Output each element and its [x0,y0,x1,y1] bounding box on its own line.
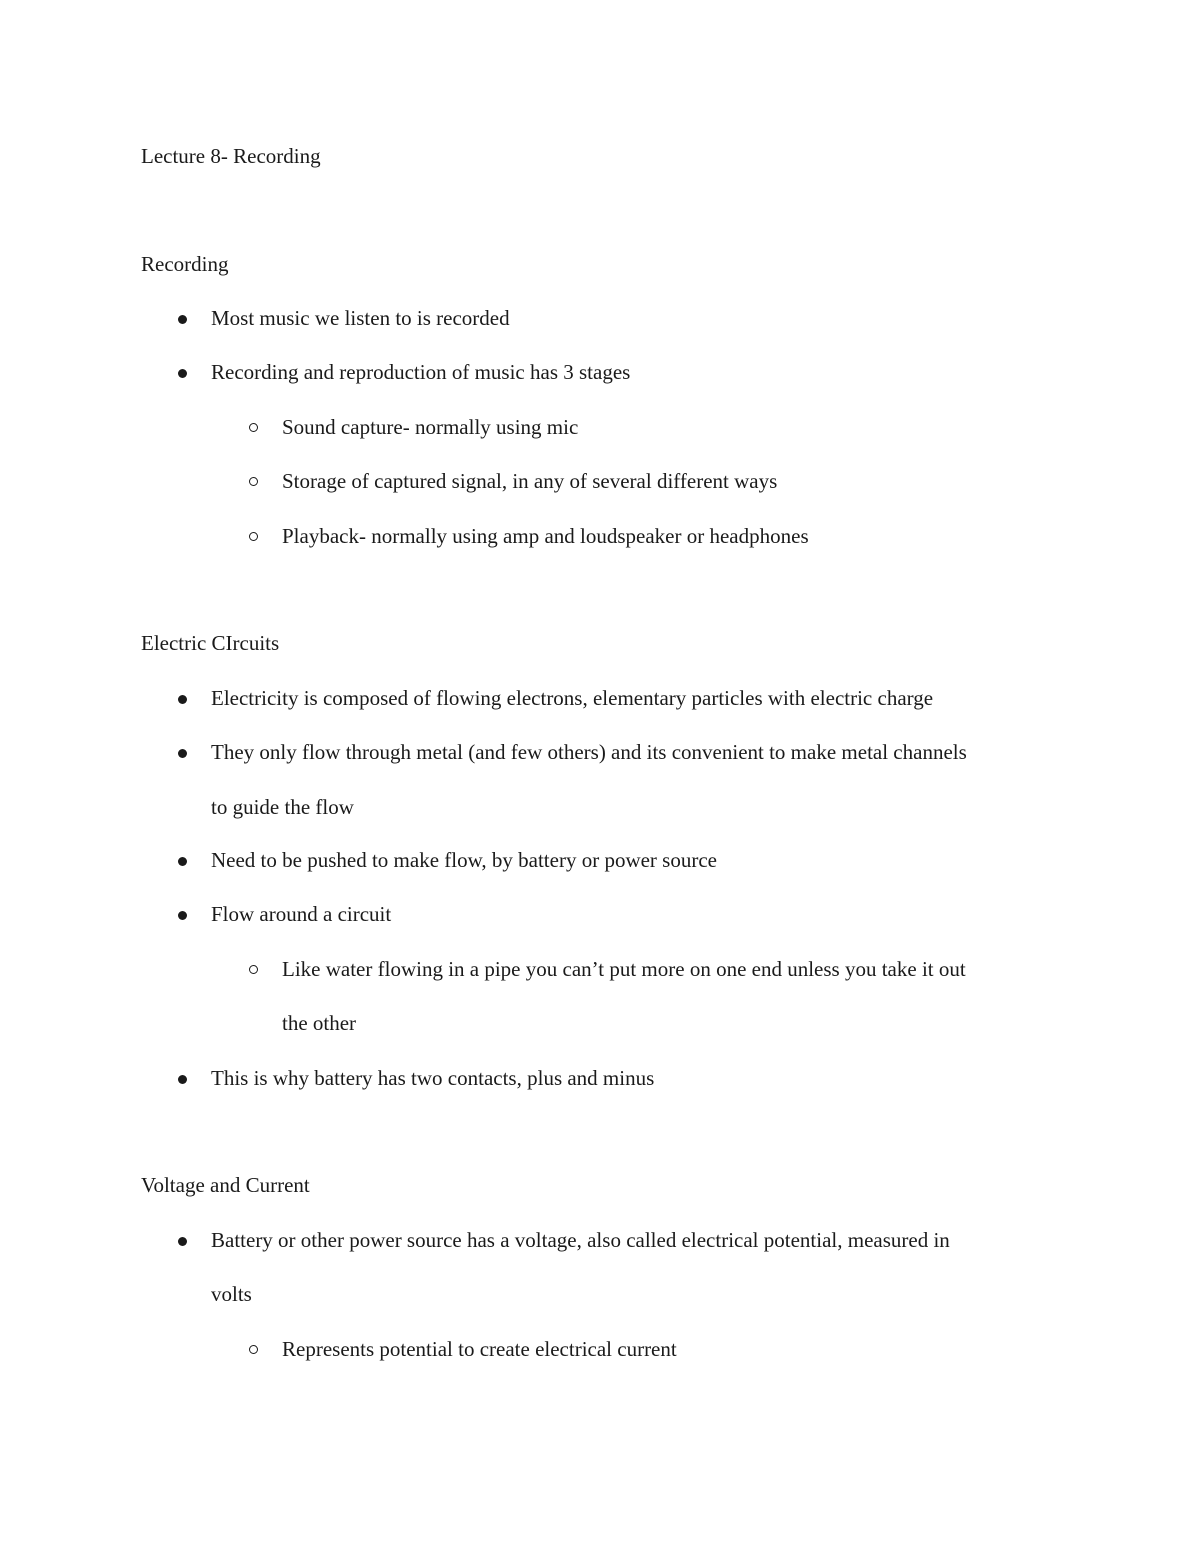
list-item: They only flow through metal (and few others) and its convenient to make metal channels [211,740,967,764]
bullet-icon [178,857,187,866]
list-item: Most music we listen to is recorded [211,306,510,330]
list-item: Need to be pushed to make flow, by battery or power source [211,848,717,872]
page-title: Lecture 8- Recording [141,144,321,168]
sub-bullet-icon [249,477,258,486]
list-item: This is why battery has two contacts, plus and minus [211,1066,655,1090]
sub-bullet-icon [249,1345,258,1354]
sub-list-item: Like water flowing in a pipe you can’t put more on one end unless you take it out [282,957,966,981]
list-item: Electricity is composed of flowing electrons, elementary particles with electric charge [211,686,934,710]
section-heading-voltage-current: Voltage and Current [141,1173,310,1197]
sub-bullet-icon [249,423,258,432]
sub-list-item: Sound capture- normally using mic [282,415,579,439]
list-item-continuation: volts [211,1282,252,1306]
sub-bullet-icon [249,965,258,974]
section-heading-recording: Recording [141,252,229,276]
bullet-icon [178,1075,187,1084]
sub-list-item: Represents potential to create electrical current [282,1337,677,1361]
list-item-continuation: to guide the flow [211,795,354,819]
sub-list-item: Storage of captured signal, in any of several different ways [282,469,778,493]
bullet-icon [178,695,187,704]
sub-list-item: Playback- normally using amp and loudspeaker or headphones [282,524,809,548]
sub-list-item-continuation: the other [282,1011,357,1035]
sub-bullet-icon [249,532,258,541]
section-heading-electric-circuits: Electric CIrcuits [141,631,280,655]
bullet-icon [178,315,187,324]
bullet-icon [178,1237,187,1246]
bullet-icon [178,749,187,758]
list-item: Flow around a circuit [211,902,392,926]
bullet-icon [178,369,187,378]
list-item: Battery or other power source has a voltage, also called electrical potential, measured in [211,1228,950,1252]
bullet-icon [178,911,187,920]
list-item: Recording and reproduction of music has 3 stages [211,360,631,384]
